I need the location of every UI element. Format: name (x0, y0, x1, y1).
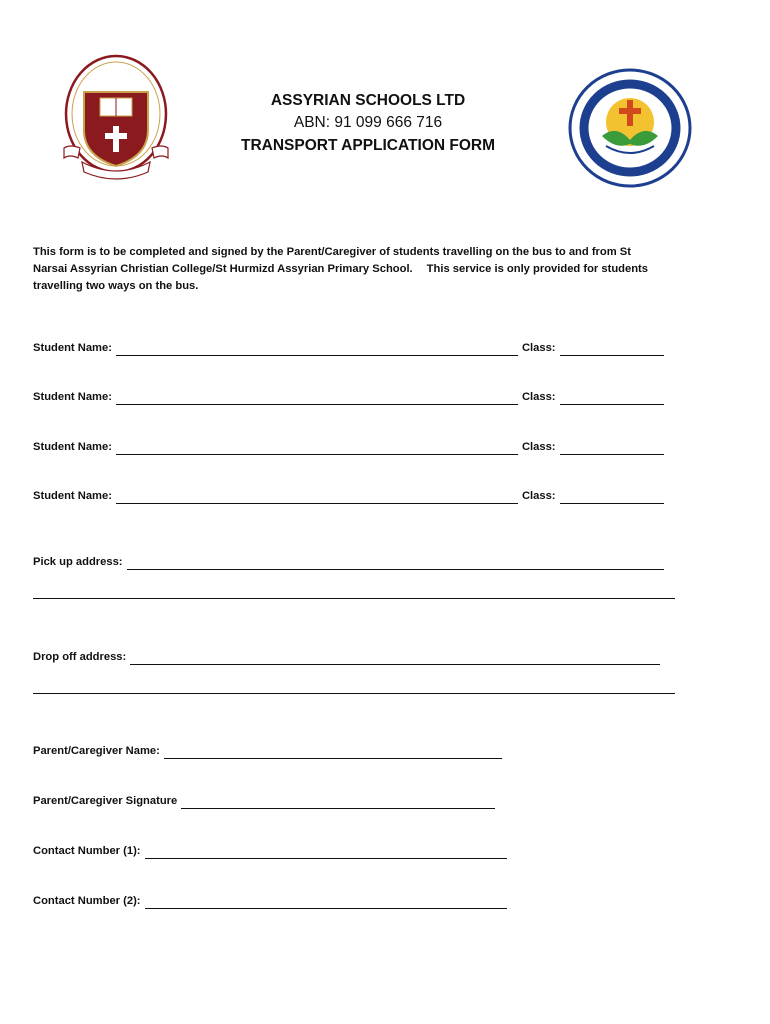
intro-line-2 (33, 261, 739, 278)
student-row-2 (33, 389, 664, 405)
pickup-address-field[interactable] (127, 556, 664, 570)
intro-line-2a: Narsai Assyrian Christian College/St Hurmizd Assyrian Primary School. (33, 263, 413, 275)
student-name-field-4[interactable] (116, 490, 518, 504)
parent-name-row (33, 743, 502, 759)
contact-number-1-field[interactable] (145, 845, 507, 859)
pickup-address-field-line-2[interactable] (33, 598, 675, 599)
student-row-1 (33, 340, 664, 356)
dropoff-address-row (33, 649, 660, 665)
class-label: Class: (521, 342, 556, 354)
student-name-label: Student Name: (33, 342, 112, 354)
parent-signature-label: Parent/Caregiver Signature (33, 795, 178, 807)
student-row-3 (33, 439, 664, 455)
primary-school-emblem-logo (556, 58, 700, 188)
contact-number-1-label: Contact Number (1): (33, 845, 141, 857)
intro-line-2b: This service is only provided for students (426, 263, 648, 275)
student-row-4 (33, 488, 664, 504)
class-field-1[interactable] (560, 342, 664, 356)
intro-paragraph (33, 244, 739, 295)
college-crest-logo (60, 52, 172, 184)
student-name-field-2[interactable] (116, 391, 518, 405)
class-label: Class: (521, 441, 556, 453)
contact-number-2-field[interactable] (145, 895, 507, 909)
contact-number-2-label: Contact Number (2): (33, 895, 141, 907)
abn-number: ABN: 91 099 666 716 (293, 114, 443, 131)
student-name-label: Student Name: (33, 441, 112, 453)
intro-line-3: travelling two ways on the bus. (33, 280, 199, 292)
pickup-address-label: Pick up address: (33, 556, 123, 568)
class-label: Class: (521, 391, 556, 403)
class-field-2[interactable] (560, 391, 664, 405)
contact-number-1-row (33, 843, 507, 859)
parent-name-field[interactable] (164, 745, 502, 759)
class-field-4[interactable] (560, 490, 664, 504)
parent-name-label: Parent/Caregiver Name: (33, 745, 160, 757)
dropoff-address-field[interactable] (130, 651, 660, 665)
contact-number-2-row (33, 893, 507, 909)
student-name-label: Student Name: (33, 391, 112, 403)
student-name-field-3[interactable] (116, 441, 518, 455)
student-name-label: Student Name: (33, 490, 112, 502)
dropoff-address-label: Drop off address: (33, 651, 127, 663)
parent-signature-row (33, 793, 495, 809)
intro-line-1: This form is to be completed and signed by the Parent/Caregiver of students travelling on the bus to and from St (33, 246, 631, 258)
form-title: TRANSPORT APPLICATION FORM (240, 137, 496, 154)
organisation-name: ASSYRIAN SCHOOLS LTD (270, 92, 466, 109)
pickup-address-row (33, 554, 664, 570)
class-label: Class: (521, 490, 556, 502)
parent-signature-field[interactable] (181, 795, 495, 809)
form-header (190, 90, 546, 158)
dropoff-address-field-line-2[interactable] (33, 693, 675, 694)
class-field-3[interactable] (560, 441, 664, 455)
student-name-field-1[interactable] (116, 342, 518, 356)
